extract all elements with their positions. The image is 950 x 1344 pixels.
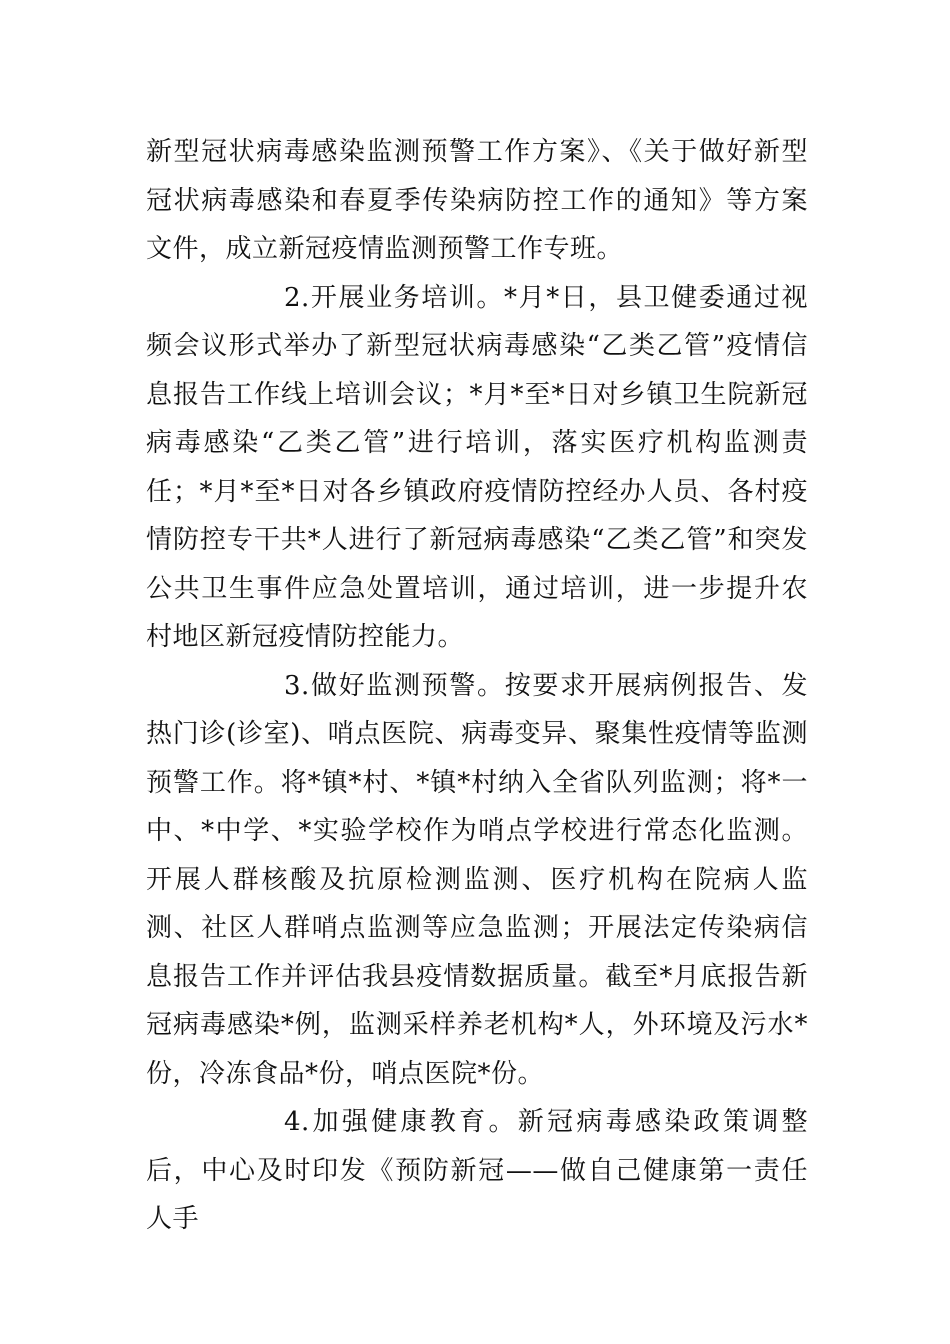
paragraph-monitoring-warning: 3.做好监测预警。按要求开展病例报告、发热门诊(诊室)、哨点医院、病毒变异、聚集性疫情等监测预警工作。将*镇*村、*镇*村纳入全省队列监测；将*一中、*中学、*实验学校作为哨点学校进行常态化监测。开展人群核酸及抗原检测监测、医疗机构在院病人监测、社区人群哨点监测等应急监测；开展法定传染病信息报告工作并评估我县疫情数据质量。截至*月底报告新冠病毒感染*例，监测采样养老机构*人，外环境及污水*份，冷冻食品*份，哨点医院*份。 [146, 670, 808, 1089]
paragraph-continuation: 新型冠状病毒感染监测预警工作方案》、《关于做好新型冠状病毒感染和春夏季传染病防控工作的通知》等方案文件，成立新冠疫情监测预警工作专班。 [146, 137, 808, 264]
document-body [146, 128, 808, 1244]
paragraph-health-education: 4.加强健康教育。新冠病毒感染政策调整后，中心及时印发《预防新冠——做自己健康第一责任人手 [146, 1107, 808, 1234]
paragraph-business-training: 2.开展业务培训。*月*日，县卫健委通过视频会议形式举办了新型冠状病毒感染“乙类乙管”疫情信息报告工作线上培训会议；*月*至*日对乡镇卫生院新冠病毒感染“乙类乙管”进行培训，落实医疗机构监测责任；*月*至*日对各乡镇政府疫情防控经办人员、各村疫情防控专干共*人进行了新冠病毒感染“乙类乙管”和突发公共卫生事件应急处置培训，通过培训，进一步提升农村地区新冠疫情防控能力。 [146, 282, 808, 652]
